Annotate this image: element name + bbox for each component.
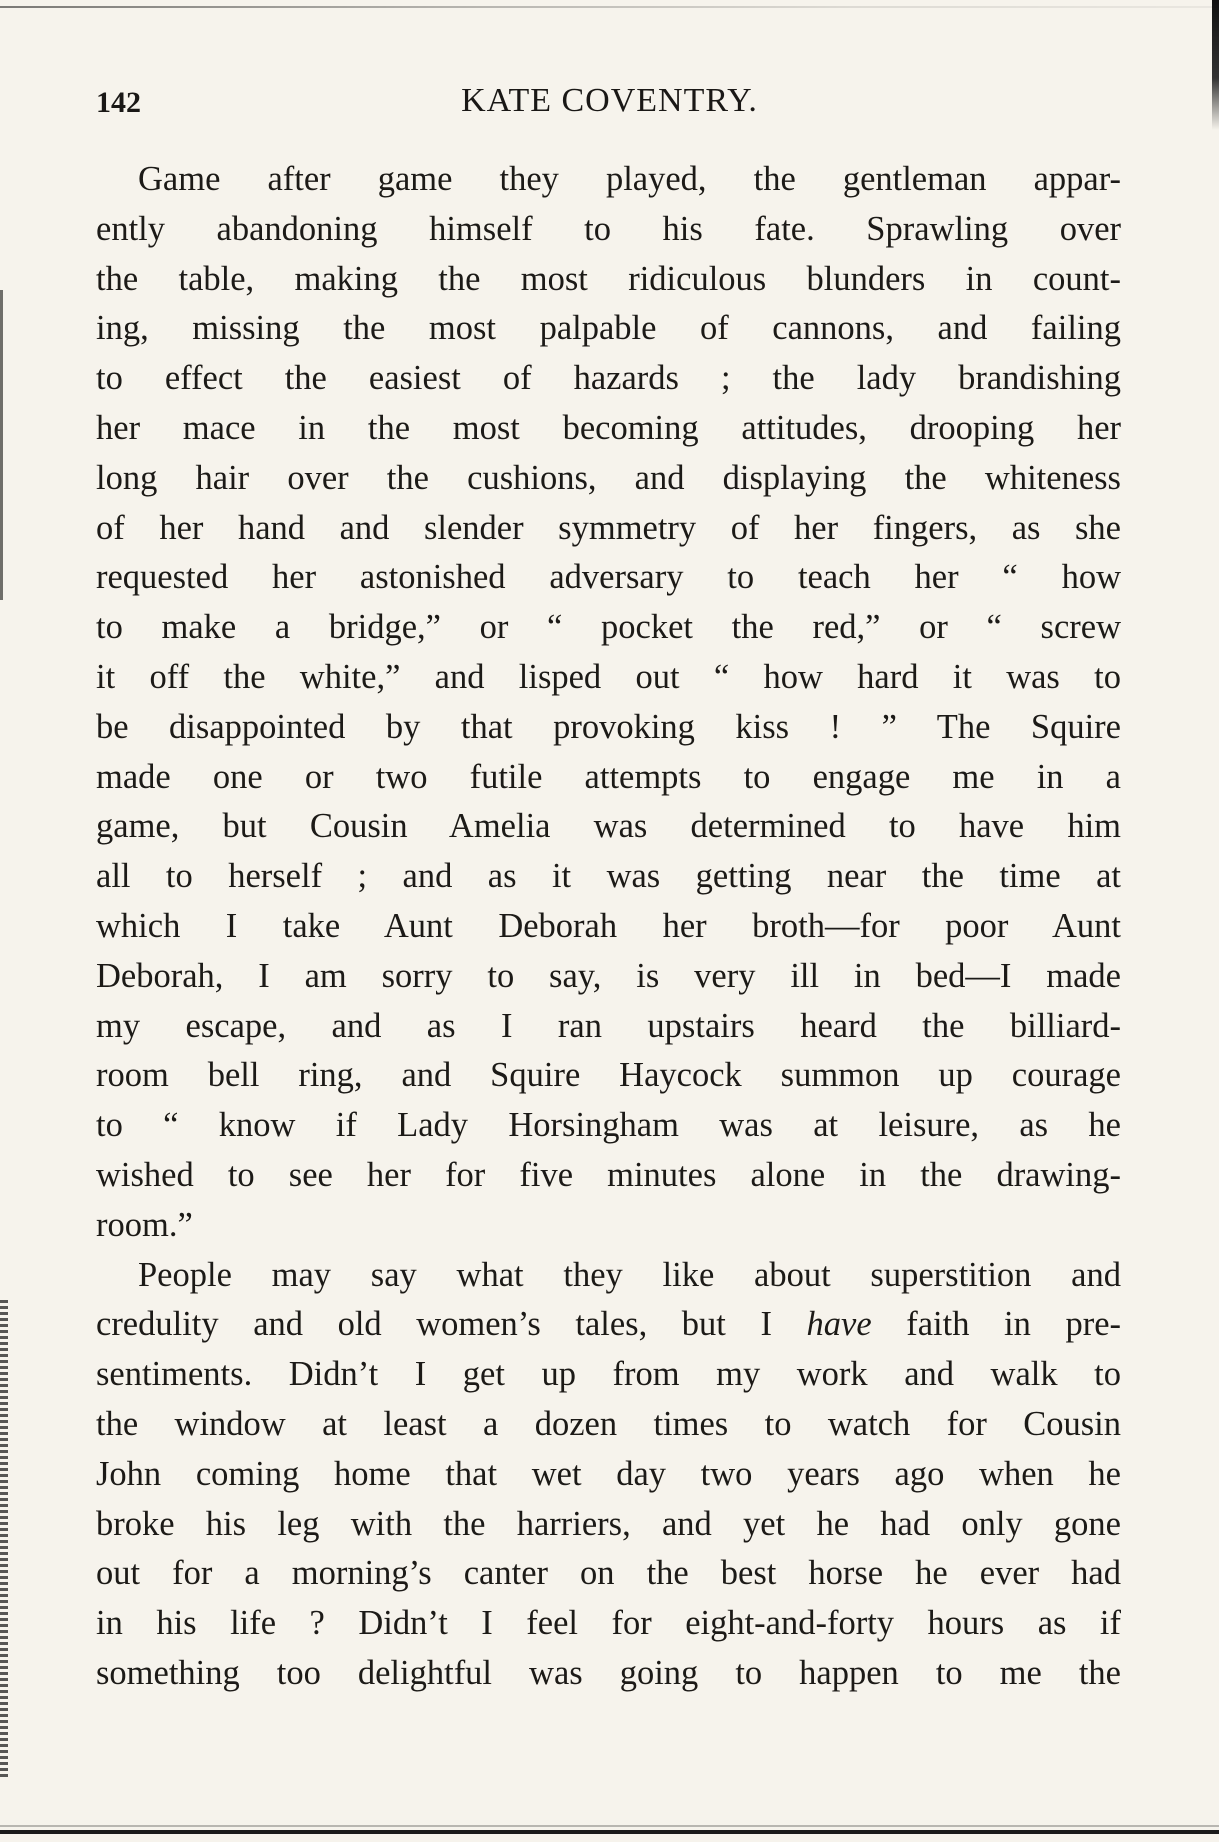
text-line: out for a morning’s canter on the best horse he ever had: [96, 1554, 1121, 1593]
page-number: 142: [96, 86, 141, 119]
text-line: requested her astonished adversary to teach her “ how: [96, 558, 1121, 597]
text-line: Deborah, I am sorry to say, is very ill in bed—I made: [96, 956, 1121, 995]
text-line: my escape, and as I ran upstairs heard the billiard-: [96, 1006, 1121, 1045]
text-line: wished to see her for five minutes alone in the drawing-: [96, 1155, 1121, 1194]
text-line: game, but Cousin Amelia was determined to have him: [96, 807, 1121, 846]
body-text: [96, 155, 1121, 1699]
text-line: sentiments. Didn’t I get up from my work and walk to: [96, 1355, 1121, 1394]
text-line: made one or two futile attempts to engage me in a: [96, 757, 1121, 796]
text-line: something too delightful was going to happen to me the: [96, 1653, 1121, 1692]
bottom-edge-rule: [0, 1830, 1219, 1834]
text-line: to effect the easiest of hazards ; the lady brandishing: [96, 359, 1121, 398]
text-line: it off the white,” and lisped out “ how hard it was to: [96, 657, 1121, 696]
left-edge-mark: [0, 290, 3, 600]
text-line: of her hand and slender symmetry of her fingers, as she: [96, 508, 1121, 547]
text-line: all to herself ; and as it was getting near the time at: [96, 857, 1121, 896]
text-span: credulity and old women’s tales, but I: [96, 1305, 807, 1344]
text-line: long hair over the cushions, and displaying the whiteness: [96, 458, 1121, 497]
top-edge-rule: [0, 6, 1219, 8]
text-line: her mace in the most becoming attitudes, drooping her: [96, 408, 1121, 447]
text-line-with-italic: [96, 1300, 1121, 1350]
text-line: broke his leg with the harriers, and yet he had only gone: [96, 1504, 1121, 1543]
page-header: [0, 78, 1219, 138]
text-line: to make a bridge,” or “ pocket the red,” or “ screw: [96, 608, 1121, 647]
bottom-edge-shadow: [0, 1825, 1219, 1827]
left-binding-edge: [0, 1300, 8, 1780]
paragraph-1: [96, 155, 1121, 1251]
text-line: which I take Aunt Deborah her broth—for poor Aunt: [96, 906, 1121, 945]
text-line: John coming home that wet day two years ago when he: [96, 1454, 1121, 1493]
text-line: the window at least a dozen times to watch for Cousin: [96, 1404, 1121, 1443]
text-line: the table, making the most ridiculous blunders in count-: [96, 259, 1121, 298]
text-line: Game after game they played, the gentleman appar-: [138, 160, 1121, 198]
text-span: faith in pre-: [871, 1305, 1121, 1344]
text-line: room.”: [96, 1205, 193, 1244]
text-line: to “ know if Lady Horsingham was at leisure, as he: [96, 1106, 1121, 1145]
text-line: room bell ring, and Squire Haycock summon up courage: [96, 1056, 1121, 1095]
text-line: in his life ? Didn’t I feel for eight-and-forty hours as if: [96, 1604, 1121, 1643]
text-line: ently abandoning himself to his fate. Sprawling over: [96, 209, 1121, 248]
paragraph-2: [96, 1251, 1121, 1699]
italic-word: have: [806, 1305, 872, 1344]
text-line: ing, missing the most palpable of cannons, and failing: [96, 309, 1121, 348]
text-line: People may say what they like about superstition and: [138, 1255, 1121, 1294]
running-head: KATE COVENTRY.: [461, 82, 758, 119]
text-line: be disappointed by that provoking kiss ! ” The Squire: [96, 707, 1121, 746]
